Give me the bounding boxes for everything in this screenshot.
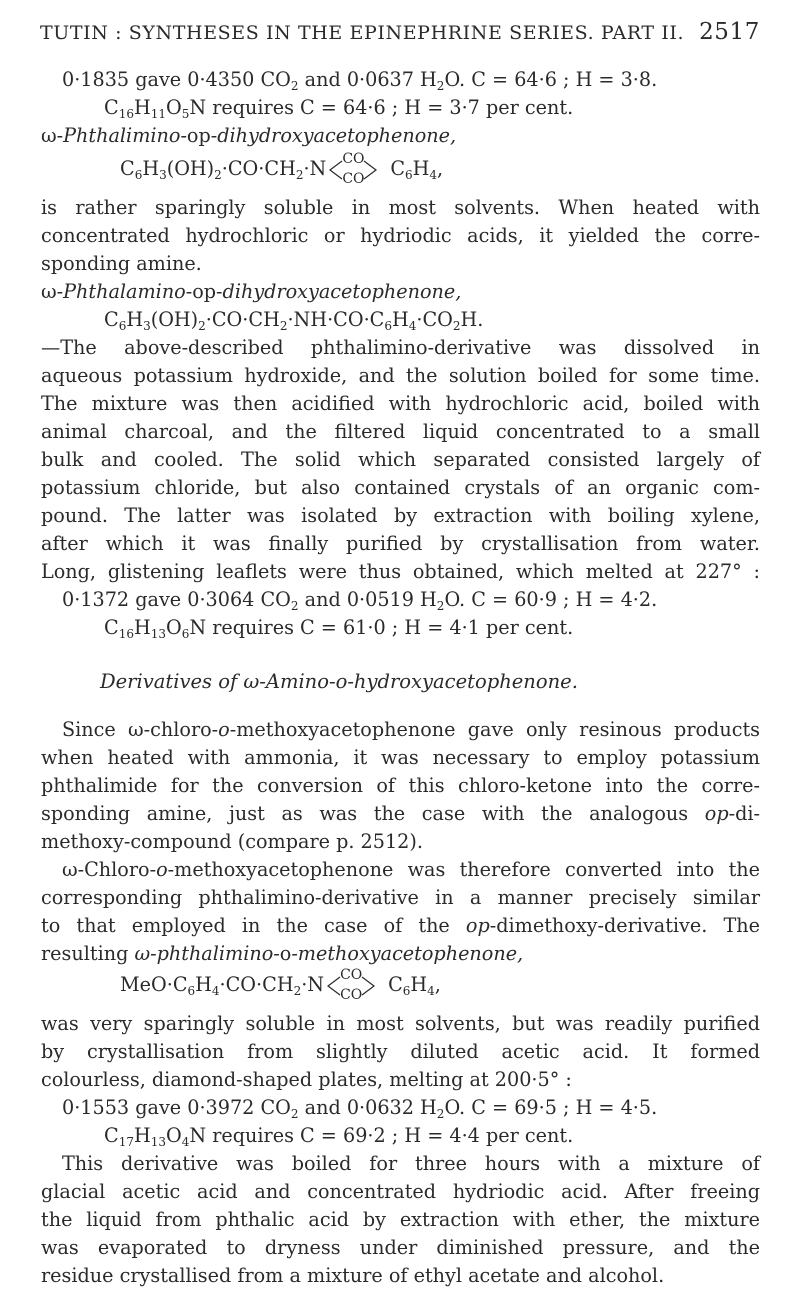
compound-name: resulting ω-phthalimino-o-methoxyacetophenone,: [41, 942, 524, 965]
paragraph-line: corresponding phthalimino-derivative in a manner precisely similar: [41, 886, 760, 909]
running-title: TUTIN : SYNTHESES IN THE EPINEPHRINE SERIES. PART II.: [40, 22, 685, 44]
paragraph-line: aqueous potassium hydroxide, and the solution boiled for some time.: [41, 364, 760, 387]
paragraph-line: potassium chloride, but also contained crystals of an organic com-: [41, 476, 760, 499]
formula-requires-line: $C_{16}H_{11}O_5N$ requires C = 64·6 ; H = 3·7 per cent.: [104, 96, 574, 121]
structural-formula-1: $C_6H_3(OH)_2\cdot CO\cdot CH_2\cdot N$ CO CO $C_6H_4$,: [120, 151, 444, 187]
paragraph-line: the liquid from phthalic acid by extraction with ether, the mixture: [41, 1208, 760, 1231]
paragraph-line: concentrated hydrochloric or hydriodic acids, it yielded the corre-: [41, 224, 760, 247]
paragraph-line: ω-Chloro-o-methoxyacetophenone was therefore converted into the: [62, 858, 760, 881]
paragraph-line: This derivative was boiled for three hours with a mixture of: [62, 1152, 760, 1175]
paragraph-line: by crystallisation from slightly diluted acetic acid. It formed: [41, 1040, 760, 1063]
imide-bracket: CO CO: [326, 969, 386, 1003]
paragraph-line: after which it was finally purified by crystallisation from water.: [41, 532, 760, 555]
structural-formula-3: $MeO\cdot C_6H_4\cdot CO\cdot CH_2\cdot N$ CO CO $C_6H_4$,: [120, 967, 441, 1003]
structural-formula-2: $C_6H_3(OH)_2\cdot CO\cdot CH_2\cdot NH\cdot CO\cdot C_6H_4\cdot CO_2H$.: [104, 308, 484, 333]
formula-requires-line: $C_{16}H_{13}O_6N$ requires C = 61·0 ; H = 4·1 per cent.: [104, 616, 574, 641]
paragraph-line: colourless, diamond-shaped plates, melting at 200·5° :: [41, 1068, 572, 1091]
compound-name: ω-Phthalamino-op-dihydroxyacetophenone,: [41, 280, 462, 303]
paragraph-line: Since ω-chloro-o-methoxyacetophenone gave only resinous products: [62, 718, 761, 741]
running-header: [40, 19, 760, 52]
paragraph-line: animal charcoal, and the filtered liquid concentrated to a small: [41, 420, 760, 443]
page-number: 2517: [699, 19, 760, 45]
paragraph-line: glacial acetic acid and concentrated hydriodic acid. After freeing: [41, 1180, 760, 1203]
analysis-line: 0·1372 gave 0·3064 $CO_2$ and 0·0519 $H_2O$. C = 60·9 ; H = 4·2.: [62, 588, 658, 613]
analysis-line: 0·1553 gave 0·3972 $CO_2$ and 0·0632 $H_2O$. C = 69·5 ; H = 4·5.: [62, 1096, 658, 1121]
paragraph-line: sponding amine.: [41, 252, 202, 275]
paragraph-line: bulk and cooled. The solid which separated consisted largely of: [41, 448, 760, 471]
paragraph-line: was very sparingly soluble in most solvents, but was readily purified: [41, 1012, 760, 1035]
paragraph-line: —The above-described phthalimino-derivative was dissolved in: [41, 336, 760, 359]
paragraph-line: sponding amine, just as was the case with the analogous op-di-: [41, 802, 760, 825]
imide-bracket: CO CO: [328, 153, 388, 187]
paragraph-line: is rather sparingly soluble in most solvents. When heated with: [41, 196, 760, 219]
paragraph-line: to that employed in the case of the op-dimethoxy-derivative. The: [41, 914, 760, 937]
paragraph-line: was evaporated to dryness under diminished pressure, and the: [41, 1236, 760, 1259]
paragraph-line: Long, glistening leaflets were thus obtained, which melted at 227° :: [41, 560, 760, 583]
formula-requires-line: $C_{17}H_{13}O_4N$ requires C = 69·2 ; H = 4·4 per cent.: [104, 1124, 574, 1149]
paragraph-line: when heated with ammonia, it was necessary to employ potassium: [41, 746, 760, 769]
paragraph-line: pound. The latter was isolated by extraction with boiling xylene,: [41, 504, 760, 527]
paragraph-line: phthalimide for the conversion of this chloro-ketone into the corre-: [41, 774, 760, 797]
analysis-line: 0·1835 gave 0·4350 $CO_2$ and 0·0637 $H_2O$. C = 64·6 ; H = 3·8.: [62, 68, 658, 93]
paragraph-line: residue crystallised from a mixture of ethyl acetate and alcohol.: [41, 1264, 665, 1287]
compound-name: ω-Phthalimino-op-dihydroxyacetophenone,: [41, 124, 457, 147]
section-heading: Derivatives of ω-Amino-o-hydroxyacetophenone.: [100, 670, 578, 693]
paragraph-line: methoxy-compound (compare p. 2512).: [41, 830, 423, 853]
paragraph-line: The mixture was then acidified with hydrochloric acid, boiled with: [41, 392, 760, 415]
